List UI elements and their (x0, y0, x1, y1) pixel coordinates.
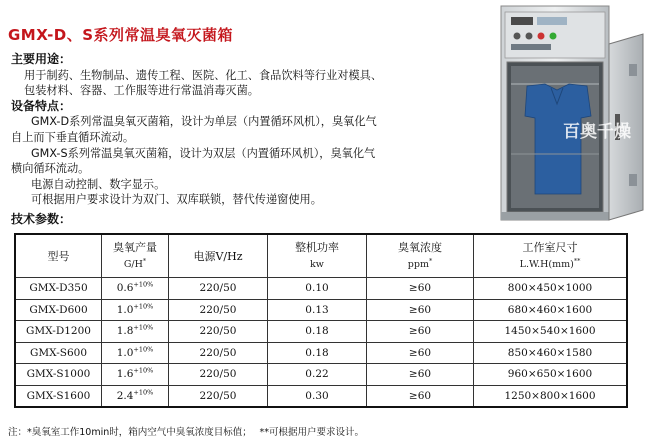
cell-power-supply: 220/50 (169, 299, 268, 321)
table-row (15, 299, 627, 321)
cell-model: GMX-D600 (15, 299, 102, 321)
feature-line: 自上而下垂直循环流动。 (11, 130, 135, 144)
table-row (15, 342, 627, 364)
tolerance: +10% (133, 345, 154, 354)
feature-line: 可根据用户要求设计为双门、双库联锁，替代传递窗使用。 (31, 193, 322, 207)
cell-size: 800×450×1000 (474, 278, 628, 300)
feature-line: 电源自动控制、数字显示。 (31, 177, 166, 191)
features-heading: 设备特点： (11, 98, 72, 113)
header-ozone-output: 臭氧产量 G/H* (102, 234, 169, 278)
cell-power-supply: 220/50 (169, 278, 268, 300)
tolerance: +10% (133, 388, 154, 397)
watermark-text: 百奥千燥 (563, 122, 631, 142)
cell-size: 1450×540×1600 (474, 321, 628, 343)
cell-size: 1250×800×1600 (474, 385, 628, 407)
header-ozone-concentration: 臭氧浓度 ppm* (367, 234, 474, 278)
cell-power: 0.18 (268, 321, 367, 343)
table-header-row (15, 234, 627, 278)
feature-line: GMX-S系列常温臭氧灭菌箱，设计为双层（内置循环风机），臭氧化气 (31, 146, 376, 160)
description (11, 52, 481, 208)
table-row (15, 321, 627, 343)
footnote: 注：*臭氧室工作10min时，箱内空气中臭氧浓度目标值； **可根据用户要求设计。 (8, 427, 365, 438)
cell-model: GMX-S1000 (15, 364, 102, 386)
cell-ozone-output: $1.6^{+10\%}$ (102, 364, 169, 386)
tolerance: +10% (133, 302, 154, 311)
cell-power-supply: 220/50 (169, 321, 268, 343)
cell-size: 680×460×1600 (474, 299, 628, 321)
header-model: 型号 (15, 234, 102, 278)
cell-ozone-output: $1.0^{+10\%}$ (102, 299, 169, 321)
header-power-supply: 电源V/Hz (169, 234, 268, 278)
table-row (15, 278, 627, 300)
sterilizer-cabinet-image (497, 4, 647, 224)
cell-ozone-output: $2.4^{+10\%}$ (102, 385, 169, 407)
usage-heading: 主要用途： (11, 52, 72, 66)
spec-table (14, 233, 628, 408)
cell-power: 0.30 (268, 385, 367, 407)
cell-concentration: ≥60 (367, 385, 474, 407)
cell-power: 0.18 (268, 342, 367, 364)
cell-power-supply: 220/50 (169, 364, 268, 386)
specs-heading: 技术参数： (11, 212, 72, 226)
cell-power-supply: 220/50 (169, 342, 268, 364)
cell-size: 850×460×1580 (474, 342, 628, 364)
header-chamber-size: 工作室尺寸 L.W.H(mm)** (474, 234, 628, 278)
cell-ozone-output: $1.8^{+10\%}$ (102, 321, 169, 343)
cell-concentration: ≥60 (367, 299, 474, 321)
header-power: 整机功率 kw (268, 234, 367, 278)
cell-ozone-output: $0.6^{+10\%}$ (102, 278, 169, 300)
cell-power: 0.22 (268, 364, 367, 386)
cell-concentration: ≥60 (367, 364, 474, 386)
cell-model: GMX-D1200 (15, 321, 102, 343)
tolerance: +10% (133, 323, 154, 332)
cell-power-supply: 220/50 (169, 385, 268, 407)
cell-power: 0.13 (268, 299, 367, 321)
cell-concentration: ≥60 (367, 342, 474, 364)
feature-line: 横向循环流动。 (11, 162, 90, 176)
cell-model: GMX-S600 (15, 342, 102, 364)
cell-power: 0.10 (268, 278, 367, 300)
tolerance: +10% (133, 280, 154, 289)
cell-concentration: ≥60 (367, 278, 474, 300)
table-row (15, 385, 627, 407)
feature-line: GMX-D系列常温臭氧灭菌箱，设计为单层（内置循环风机），臭氧化气 (31, 115, 377, 129)
cell-model: GMX-S1600 (15, 385, 102, 407)
usage-line: 包装材料、容器、工作服等进行常温消毒灭菌。 (24, 84, 259, 98)
cell-size: 960×650×1600 (474, 364, 628, 386)
tolerance: +10% (133, 366, 154, 375)
cell-concentration: ≥60 (367, 321, 474, 343)
cell-ozone-output: $1.0^{+10\%}$ (102, 342, 169, 364)
page-title: GMX-D、S系列常温臭氧灭菌箱 (8, 26, 234, 44)
usage-line: 用于制药、生物制品、遗传工程、医院、化工、食品饮料等行业对模具、 (24, 68, 383, 82)
cell-model: GMX-D350 (15, 278, 102, 300)
table-row (15, 364, 627, 386)
